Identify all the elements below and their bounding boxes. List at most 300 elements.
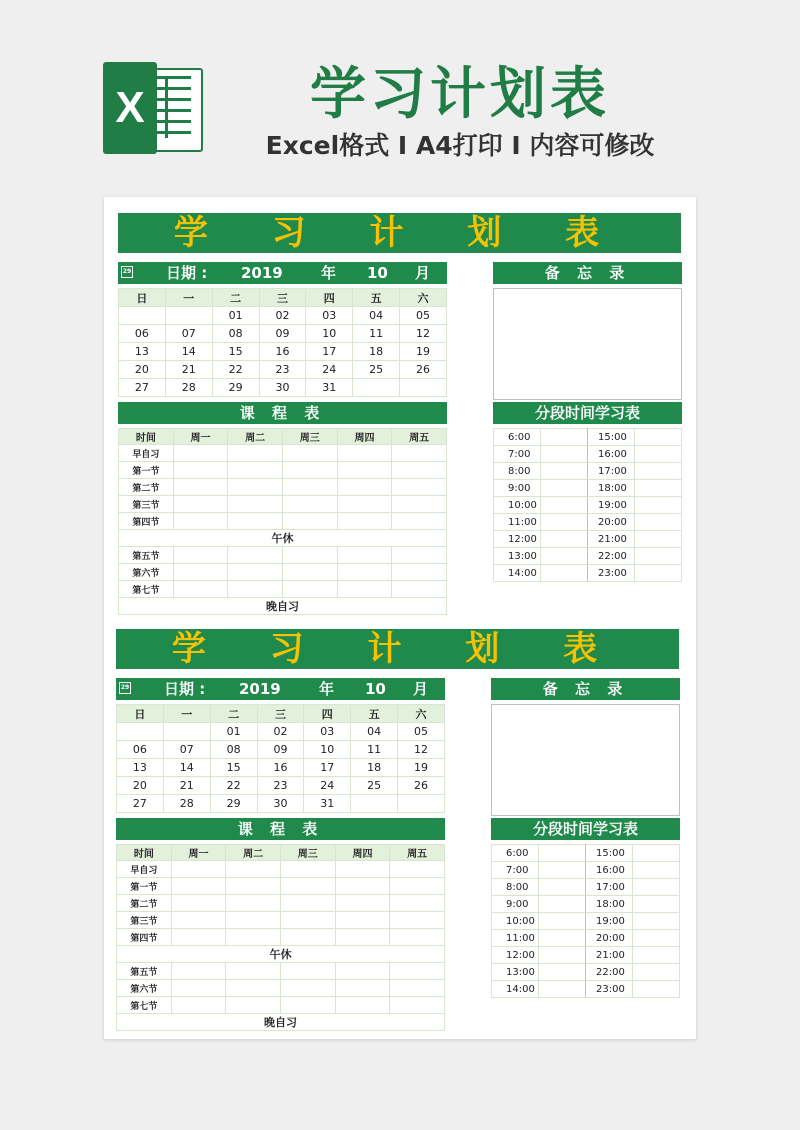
schedule-cell[interactable]: [173, 513, 228, 530]
calendar-day[interactable]: 05: [400, 307, 447, 325]
calendar-day[interactable]: 10: [306, 325, 353, 343]
schedule-cell[interactable]: [228, 513, 283, 530]
segment-cell[interactable]: [541, 531, 588, 548]
calendar-day[interactable]: 05: [398, 723, 445, 741]
schedule-cell[interactable]: [280, 980, 335, 997]
calendar-day[interactable]: 09: [257, 741, 304, 759]
segment-cell[interactable]: [635, 429, 682, 446]
segment-time-right: 18:00: [586, 896, 633, 913]
segment-time-right: 23:00: [586, 981, 633, 998]
period-label: 第二节: [119, 479, 174, 496]
table-row: [117, 723, 445, 741]
segment-time-right: 21:00: [588, 531, 635, 548]
schedule-cell[interactable]: [280, 878, 335, 895]
schedule-cell[interactable]: [390, 929, 445, 946]
calendar-day[interactable]: [351, 795, 398, 813]
date-month-unit: 月: [415, 264, 431, 282]
schedule-cell[interactable]: [228, 479, 283, 496]
schedule-cell[interactable]: [335, 997, 390, 1014]
period-label: 早自习: [117, 861, 172, 878]
segment-time-right: 16:00: [588, 446, 635, 463]
segment-time-left: 9:00: [492, 896, 539, 913]
period-label: 第四节: [119, 513, 174, 530]
schedule-cell[interactable]: [337, 564, 392, 581]
calendar-day[interactable]: 28: [165, 379, 212, 397]
calendar-day[interactable]: 06: [117, 741, 164, 759]
page-title: 学习计划表: [310, 62, 610, 127]
schedule-cell[interactable]: [173, 581, 228, 598]
period-label: 第六节: [117, 980, 172, 997]
period-label: 早自习: [119, 445, 174, 462]
schedule-cell[interactable]: [390, 878, 445, 895]
schedule-cell[interactable]: [390, 980, 445, 997]
table-row: [117, 963, 445, 980]
calendar-day[interactable]: 31: [306, 379, 353, 397]
weekday-header: 二: [210, 705, 257, 723]
segment-cell[interactable]: [633, 964, 680, 981]
weekday-header: 三: [257, 705, 304, 723]
table-row: [117, 741, 445, 759]
schedule-cell[interactable]: [173, 462, 228, 479]
calendar-day[interactable]: 22: [212, 361, 259, 379]
table-row: [492, 896, 680, 913]
schedule-cell[interactable]: [226, 912, 281, 929]
table-row: [492, 862, 680, 879]
schedule-cell[interactable]: [226, 861, 281, 878]
calendar-day[interactable]: 15: [212, 343, 259, 361]
planner-block-1: [104, 213, 696, 623]
table-row: [119, 598, 447, 615]
calendar-day[interactable]: 25: [353, 361, 400, 379]
schedule-cell[interactable]: [392, 445, 447, 462]
schedule-cell[interactable]: [390, 963, 445, 980]
date-year-unit: 年: [319, 680, 335, 698]
segment-cell[interactable]: [539, 862, 586, 879]
segment-title: 分段时间学习表: [491, 818, 680, 840]
calendar-day[interactable]: 13: [117, 759, 164, 777]
calendar-day[interactable]: [163, 723, 210, 741]
table-row: [119, 325, 447, 343]
segment-cell[interactable]: [539, 913, 586, 930]
segment-time-right: 17:00: [588, 463, 635, 480]
table-row: [119, 361, 447, 379]
calendar-day[interactable]: 10: [304, 741, 351, 759]
calendar-day[interactable]: 23: [259, 361, 306, 379]
schedule-cell[interactable]: [228, 564, 283, 581]
schedule-cell[interactable]: [282, 462, 337, 479]
schedule-cell[interactable]: [392, 479, 447, 496]
schedule-cell[interactable]: [390, 861, 445, 878]
schedule-cell[interactable]: [228, 462, 283, 479]
date-month-unit: 月: [413, 680, 429, 698]
segment-cell[interactable]: [541, 480, 588, 497]
planner-banner: 学 习 计 划 表: [116, 629, 679, 669]
calendar-day[interactable]: 16: [257, 759, 304, 777]
calendar-day[interactable]: 30: [257, 795, 304, 813]
calendar-day[interactable]: 18: [351, 759, 398, 777]
schedule-cell[interactable]: [392, 462, 447, 479]
schedule-cell[interactable]: [280, 997, 335, 1014]
calendar-day[interactable]: 26: [400, 361, 447, 379]
calendar-day[interactable]: [165, 307, 212, 325]
schedule-cell[interactable]: [228, 445, 283, 462]
calendar-day[interactable]: 21: [163, 777, 210, 795]
segment-cell[interactable]: [635, 548, 682, 565]
calendar-day[interactable]: 19: [400, 343, 447, 361]
schedule-cell[interactable]: [171, 997, 226, 1014]
schedule-cell[interactable]: [228, 581, 283, 598]
segment-cell[interactable]: [539, 896, 586, 913]
table-row: [117, 997, 445, 1014]
calendar-day[interactable]: 14: [165, 343, 212, 361]
schedule-cell[interactable]: [282, 513, 337, 530]
memo-box[interactable]: [491, 704, 680, 816]
table-row: [494, 514, 682, 531]
table-row: [119, 581, 447, 598]
table-row: [117, 861, 445, 878]
calendar-day[interactable]: 07: [165, 325, 212, 343]
schedule-cell[interactable]: [282, 496, 337, 513]
calendar-day[interactable]: 02: [257, 723, 304, 741]
table-row: [494, 429, 682, 446]
table-row: [117, 929, 445, 946]
period-label: 第一节: [119, 462, 174, 479]
calendar-day[interactable]: [353, 379, 400, 397]
schedule-table: [118, 428, 447, 615]
schedule-header: 周四: [335, 845, 390, 861]
table-row: [494, 480, 682, 497]
calendar-day[interactable]: 11: [353, 325, 400, 343]
segment-table: [491, 844, 680, 998]
calendar-day[interactable]: 12: [398, 741, 445, 759]
schedule-cell[interactable]: [335, 929, 390, 946]
calendar-day[interactable]: 27: [117, 795, 164, 813]
calendar-day[interactable]: 26: [398, 777, 445, 795]
schedule-cell[interactable]: [337, 547, 392, 564]
schedule-cell[interactable]: [171, 912, 226, 929]
calendar-day[interactable]: 01: [210, 723, 257, 741]
schedule-cell[interactable]: [173, 496, 228, 513]
schedule-cell[interactable]: [282, 479, 337, 496]
calendar-day[interactable]: 16: [259, 343, 306, 361]
calendar-day[interactable]: 02: [259, 307, 306, 325]
segment-cell[interactable]: [541, 446, 588, 463]
table-row: [117, 777, 445, 795]
weekday-header: 三: [259, 289, 306, 307]
schedule-cell[interactable]: [390, 997, 445, 1014]
schedule-cell[interactable]: [171, 980, 226, 997]
schedule-cell[interactable]: [226, 963, 281, 980]
table-row: [117, 912, 445, 929]
segment-cell[interactable]: [635, 463, 682, 480]
calendar-day[interactable]: 30: [259, 379, 306, 397]
period-label: 第二节: [117, 895, 172, 912]
schedule-cell[interactable]: [392, 547, 447, 564]
schedule-cell[interactable]: [390, 912, 445, 929]
calendar-day[interactable]: 08: [210, 741, 257, 759]
schedule-cell[interactable]: [392, 564, 447, 581]
calendar-icon: 29: [119, 682, 131, 694]
table-row: [494, 548, 682, 565]
segment-cell[interactable]: [541, 565, 588, 582]
noon-break-row: 午休: [117, 946, 445, 963]
calendar-day[interactable]: 24: [304, 777, 351, 795]
calendar-day[interactable]: 15: [210, 759, 257, 777]
table-row: [494, 531, 682, 548]
segment-time-right: 23:00: [588, 565, 635, 582]
schedule-cell[interactable]: [337, 445, 392, 462]
segment-time-left: 7:00: [494, 446, 541, 463]
segment-cell[interactable]: [635, 446, 682, 463]
schedule-header: 时间: [117, 845, 172, 861]
segment-cell[interactable]: [633, 896, 680, 913]
segment-time-left: 12:00: [492, 947, 539, 964]
date-bar: [116, 678, 445, 700]
schedule-cell[interactable]: [228, 547, 283, 564]
segment-time-right: 20:00: [588, 514, 635, 531]
schedule-cell[interactable]: [392, 513, 447, 530]
segment-time-right: 21:00: [586, 947, 633, 964]
table-row: [119, 479, 447, 496]
header: [0, 0, 800, 190]
segment-cell[interactable]: [541, 514, 588, 531]
segment-cell[interactable]: [539, 879, 586, 896]
schedule-header: 周一: [173, 429, 228, 445]
schedule-cell[interactable]: [335, 878, 390, 895]
segment-cell[interactable]: [539, 845, 586, 862]
period-label: 第六节: [119, 564, 174, 581]
schedule-cell[interactable]: [337, 581, 392, 598]
calendar-day[interactable]: 18: [353, 343, 400, 361]
schedule-cell[interactable]: [171, 878, 226, 895]
schedule-cell[interactable]: [337, 513, 392, 530]
calendar-day[interactable]: 01: [212, 307, 259, 325]
table-row: [117, 1014, 445, 1031]
schedule-cell[interactable]: [228, 496, 283, 513]
date-month[interactable]: 10: [365, 680, 386, 698]
table-row: [492, 930, 680, 947]
segment-cell[interactable]: [635, 565, 682, 582]
schedule-cell[interactable]: [282, 581, 337, 598]
schedule-header: 周四: [337, 429, 392, 445]
period-label: 第五节: [117, 963, 172, 980]
schedule-cell[interactable]: [173, 479, 228, 496]
schedule-cell[interactable]: [282, 564, 337, 581]
schedule-cell[interactable]: [173, 564, 228, 581]
table-row: [119, 496, 447, 513]
calendar-day[interactable]: 03: [304, 723, 351, 741]
schedule-cell[interactable]: [226, 980, 281, 997]
segment-time-right: 22:00: [586, 964, 633, 981]
excel-icon: [103, 62, 203, 154]
memo-box[interactable]: [493, 288, 682, 400]
schedule-cell[interactable]: [282, 445, 337, 462]
calendar-day[interactable]: 08: [212, 325, 259, 343]
schedule-cell[interactable]: [390, 895, 445, 912]
segment-time-left: 9:00: [494, 480, 541, 497]
segment-cell[interactable]: [539, 947, 586, 964]
segment-cell[interactable]: [633, 862, 680, 879]
schedule-header: 周五: [392, 429, 447, 445]
schedule-cell[interactable]: [226, 878, 281, 895]
schedule-cell[interactable]: [337, 479, 392, 496]
schedule-cell[interactable]: [171, 895, 226, 912]
segment-time-left: 14:00: [492, 981, 539, 998]
segment-time-left: 12:00: [494, 531, 541, 548]
schedule-cell[interactable]: [226, 895, 281, 912]
calendar-day[interactable]: 20: [119, 361, 166, 379]
calendar-day[interactable]: 11: [351, 741, 398, 759]
date-month[interactable]: 10: [367, 264, 388, 282]
table-row: [119, 530, 447, 547]
calendar-day[interactable]: 23: [257, 777, 304, 795]
segment-time-right: 18:00: [588, 480, 635, 497]
calendar-day[interactable]: 25: [351, 777, 398, 795]
table-row: [494, 565, 682, 582]
segment-time-right: 19:00: [586, 913, 633, 930]
table-row: [117, 895, 445, 912]
weekday-header: 一: [163, 705, 210, 723]
table-row: [494, 497, 682, 514]
schedule-cell[interactable]: [335, 963, 390, 980]
period-label: 第三节: [119, 496, 174, 513]
date-year[interactable]: 2019: [239, 680, 281, 698]
calendar-day[interactable]: 17: [304, 759, 351, 777]
memo-title: 备 忘 录: [491, 678, 680, 700]
schedule-cell[interactable]: [173, 547, 228, 564]
calendar-day[interactable]: 29: [210, 795, 257, 813]
table-row: [119, 564, 447, 581]
schedule-cell[interactable]: [337, 462, 392, 479]
segment-time-right: 22:00: [588, 548, 635, 565]
schedule-cell[interactable]: [280, 912, 335, 929]
calendar-day[interactable]: [398, 795, 445, 813]
schedule-cell[interactable]: [335, 861, 390, 878]
schedule-cell[interactable]: [280, 895, 335, 912]
segment-cell[interactable]: [635, 514, 682, 531]
schedule-cell[interactable]: [282, 547, 337, 564]
calendar-day[interactable]: 27: [119, 379, 166, 397]
calendar-day[interactable]: 06: [119, 325, 166, 343]
table-row: [492, 845, 680, 862]
memo-title: 备 忘 录: [493, 262, 682, 284]
calendar-day[interactable]: 28: [163, 795, 210, 813]
calendar-day[interactable]: 21: [165, 361, 212, 379]
segment-cell[interactable]: [635, 531, 682, 548]
calendar-day[interactable]: [400, 379, 447, 397]
table-row: [117, 795, 445, 813]
table-row: [119, 445, 447, 462]
calendar-day[interactable]: 12: [400, 325, 447, 343]
date-year-unit: 年: [321, 264, 337, 282]
segment-cell[interactable]: [541, 497, 588, 514]
schedule-cell[interactable]: [392, 581, 447, 598]
segment-time-right: 15:00: [588, 429, 635, 446]
segment-time-left: 11:00: [494, 514, 541, 531]
segment-time-left: 13:00: [492, 964, 539, 981]
calendar-day[interactable]: 31: [304, 795, 351, 813]
schedule-cell[interactable]: [335, 912, 390, 929]
segment-cell[interactable]: [541, 548, 588, 565]
calendar-day[interactable]: [117, 723, 164, 741]
segment-cell[interactable]: [635, 480, 682, 497]
schedule-cell[interactable]: [335, 895, 390, 912]
segment-cell[interactable]: [633, 879, 680, 896]
table-row: [119, 289, 447, 307]
segment-cell[interactable]: [633, 845, 680, 862]
schedule-cell[interactable]: [226, 997, 281, 1014]
schedule-header: 周五: [390, 845, 445, 861]
schedule-cell[interactable]: [171, 861, 226, 878]
calendar-day[interactable]: 03: [306, 307, 353, 325]
evening-study-row: 晚自习: [117, 1014, 445, 1031]
date-year[interactable]: 2019: [241, 264, 283, 282]
calendar-day[interactable]: 14: [163, 759, 210, 777]
table-row: [117, 980, 445, 997]
table-row: [492, 913, 680, 930]
schedule-cell[interactable]: [226, 929, 281, 946]
table-row: [119, 379, 447, 397]
calendar-day[interactable]: [119, 307, 166, 325]
segment-cell[interactable]: [539, 981, 586, 998]
table-row: [117, 845, 445, 861]
calendar-day[interactable]: 04: [353, 307, 400, 325]
calendar-day[interactable]: 13: [119, 343, 166, 361]
calendar-day[interactable]: 29: [212, 379, 259, 397]
schedule-cell[interactable]: [173, 445, 228, 462]
calendar-day[interactable]: 09: [259, 325, 306, 343]
calendar-day[interactable]: 19: [398, 759, 445, 777]
segment-cell[interactable]: [633, 930, 680, 947]
segment-cell[interactable]: [633, 981, 680, 998]
table-row: [119, 429, 447, 445]
table-row: [492, 947, 680, 964]
schedule-cell[interactable]: [335, 980, 390, 997]
schedule-table: [116, 844, 445, 1031]
segment-cell[interactable]: [539, 930, 586, 947]
weekday-header: 一: [165, 289, 212, 307]
calendar-day[interactable]: 07: [163, 741, 210, 759]
segment-cell[interactable]: [633, 947, 680, 964]
calendar-day[interactable]: 04: [351, 723, 398, 741]
schedule-cell[interactable]: [337, 496, 392, 513]
schedule-cell[interactable]: [280, 861, 335, 878]
segment-time-right: 17:00: [586, 879, 633, 896]
calendar-day[interactable]: 17: [306, 343, 353, 361]
calendar-day[interactable]: 22: [210, 777, 257, 795]
table-row: [119, 513, 447, 530]
segment-cell[interactable]: [541, 429, 588, 446]
table-row: [492, 981, 680, 998]
table-row: [117, 705, 445, 723]
segment-time-right: 15:00: [586, 845, 633, 862]
weekday-header: 四: [306, 289, 353, 307]
schedule-cell[interactable]: [171, 929, 226, 946]
period-label: 第七节: [117, 997, 172, 1014]
segment-cell[interactable]: [635, 497, 682, 514]
schedule-cell[interactable]: [392, 496, 447, 513]
period-label: 第五节: [119, 547, 174, 564]
segment-cell[interactable]: [541, 463, 588, 480]
segment-time-left: 13:00: [494, 548, 541, 565]
segment-cell[interactable]: [539, 964, 586, 981]
calendar-day[interactable]: 24: [306, 361, 353, 379]
schedule-cell[interactable]: [280, 963, 335, 980]
segment-cell[interactable]: [633, 913, 680, 930]
schedule-cell[interactable]: [171, 963, 226, 980]
calendar-day[interactable]: 20: [117, 777, 164, 795]
schedule-cell[interactable]: [280, 929, 335, 946]
